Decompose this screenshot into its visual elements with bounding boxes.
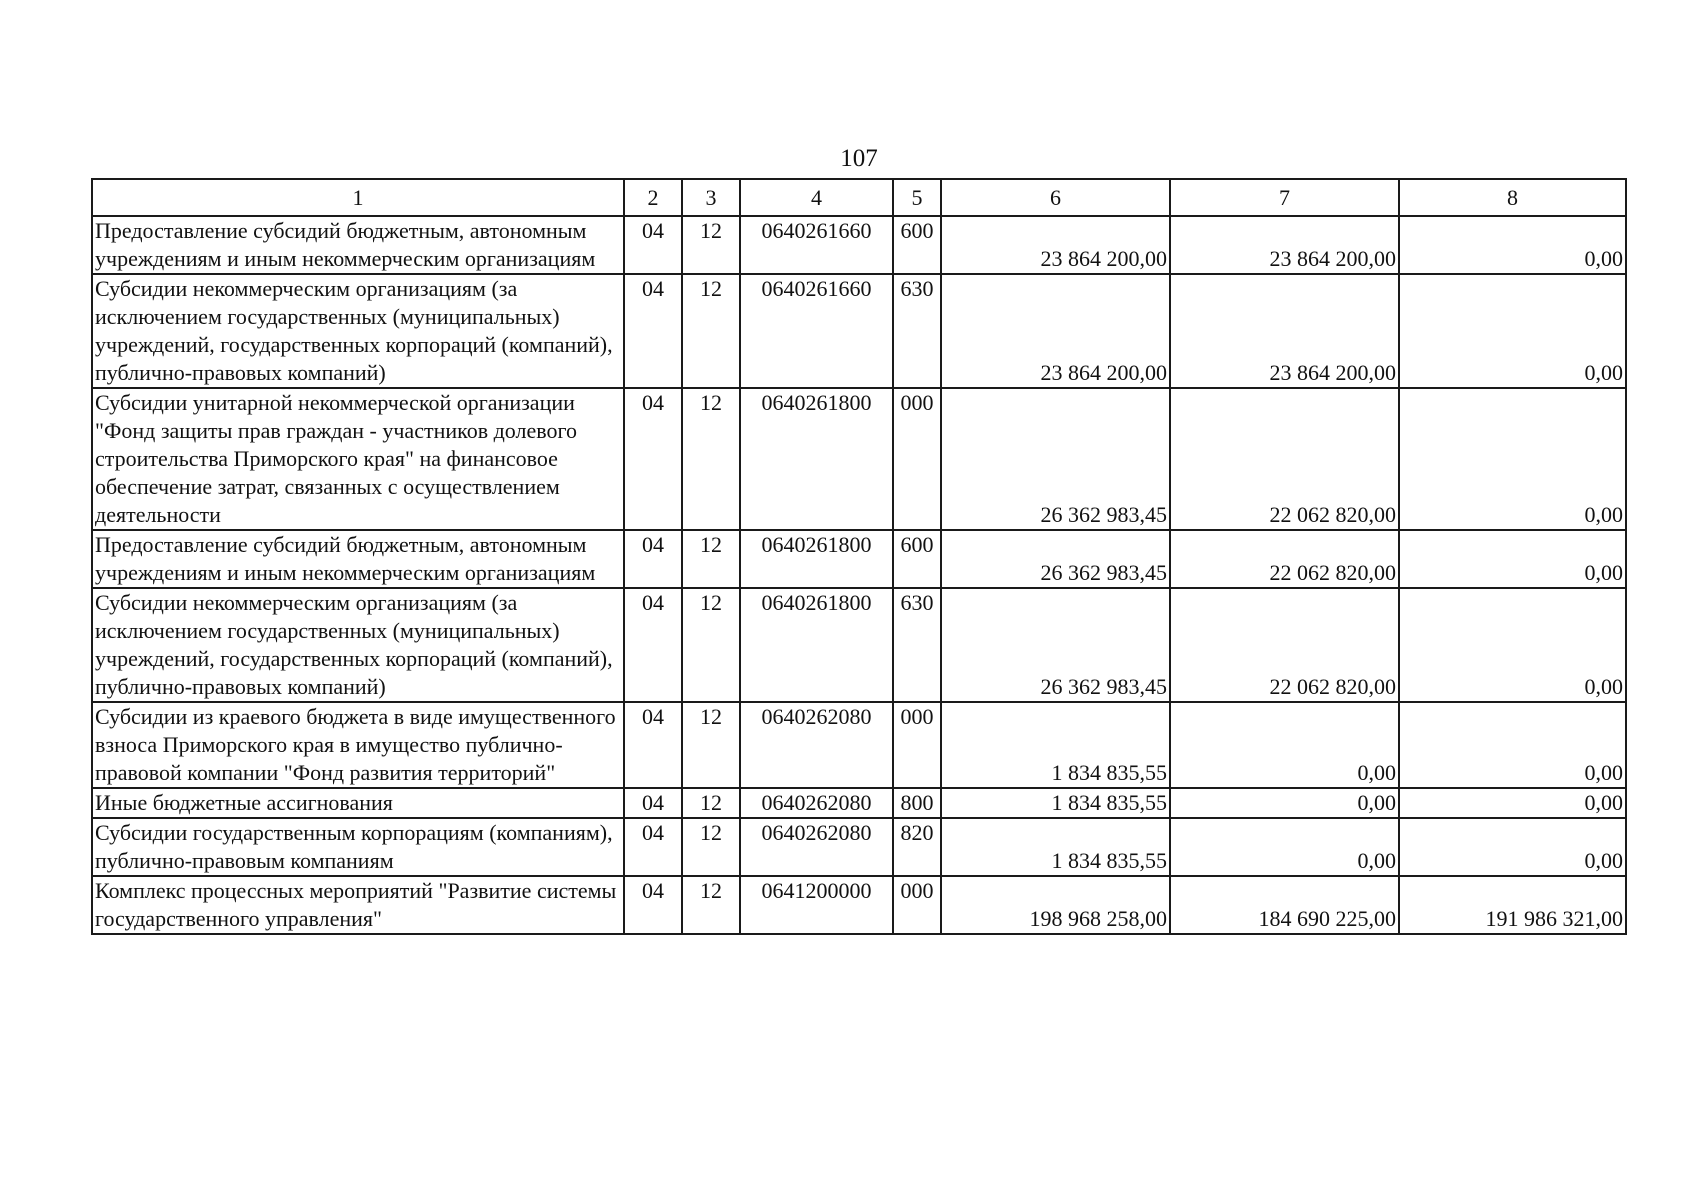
amount-col8-cell: 0,00	[1399, 588, 1626, 702]
amount-col8-cell: 0,00	[1399, 818, 1626, 876]
amount-col7-cell: 22 062 820,00	[1170, 588, 1399, 702]
amount-col6-cell: 23 864 200,00	[941, 274, 1170, 388]
row-name-cell: Субсидии некоммерческим организациям (за исключением государственных (муниципальных) учреждений, государственных корпораций (компаний), публично-правовых компаний)	[92, 588, 624, 702]
section-code-cell: 04	[624, 530, 682, 588]
amount-col7-cell: 184 690 225,00	[1170, 876, 1399, 934]
subsection-code-cell: 12	[682, 216, 740, 274]
amount-col7-cell: 0,00	[1170, 788, 1399, 818]
target-article-cell: 0640261660	[740, 216, 893, 274]
expense-type-cell: 600	[893, 216, 941, 274]
subsection-code-cell: 12	[682, 588, 740, 702]
target-article-cell: 0641200000	[740, 876, 893, 934]
section-code-cell: 04	[624, 702, 682, 788]
amount-col6-cell: 26 362 983,45	[941, 530, 1170, 588]
column-header: 7	[1170, 179, 1399, 216]
target-article-cell: 0640261800	[740, 388, 893, 530]
row-name-cell: Предоставление субсидий бюджетным, автономным учреждениям и иным некоммерческим организациям	[92, 216, 624, 274]
amount-col6-cell: 26 362 983,45	[941, 388, 1170, 530]
amount-col8-cell: 0,00	[1399, 388, 1626, 530]
amount-col7-cell: 22 062 820,00	[1170, 388, 1399, 530]
column-header: 5	[893, 179, 941, 216]
amount-col7-cell: 22 062 820,00	[1170, 530, 1399, 588]
amount-col7-cell: 23 864 200,00	[1170, 274, 1399, 388]
column-header: 3	[682, 179, 740, 216]
section-code-cell: 04	[624, 818, 682, 876]
amount-col6-cell: 1 834 835,55	[941, 818, 1170, 876]
expense-type-cell: 000	[893, 702, 941, 788]
expense-type-cell: 800	[893, 788, 941, 818]
row-name-cell: Предоставление субсидий бюджетным, автономным учреждениям и иным некоммерческим организациям	[92, 530, 624, 588]
row-name-cell: Субсидии некоммерческим организациям (за исключением государственных (муниципальных) учреждений, государственных корпораций (компаний), публично-правовых компаний)	[92, 274, 624, 388]
subsection-code-cell: 12	[682, 702, 740, 788]
row-name-cell: Комплекс процессных мероприятий "Развитие системы государственного управления"	[92, 876, 624, 934]
table-row	[92, 388, 1626, 530]
table-row	[92, 818, 1626, 876]
target-article-cell: 0640261800	[740, 530, 893, 588]
row-name-cell: Субсидии из краевого бюджета в виде имущественного взноса Приморского края в имущество публично-правовой компании "Фонд развития территорий"	[92, 702, 624, 788]
column-header: 4	[740, 179, 893, 216]
expense-type-cell: 630	[893, 588, 941, 702]
page-number: 107	[840, 145, 878, 172]
target-article-cell: 0640261660	[740, 274, 893, 388]
target-article-cell: 0640262080	[740, 788, 893, 818]
column-header: 1	[92, 179, 624, 216]
table-header-row	[92, 179, 1626, 216]
subsection-code-cell: 12	[682, 818, 740, 876]
table-row	[92, 702, 1626, 788]
table-row	[92, 216, 1626, 274]
subsection-code-cell: 12	[682, 788, 740, 818]
row-name-cell: Субсидии государственным корпорациям (компаниям), публично-правовым компаниям	[92, 818, 624, 876]
section-code-cell: 04	[624, 876, 682, 934]
amount-col7-cell: 23 864 200,00	[1170, 216, 1399, 274]
amount-col7-cell: 0,00	[1170, 818, 1399, 876]
subsection-code-cell: 12	[682, 876, 740, 934]
column-header: 2	[624, 179, 682, 216]
section-code-cell: 04	[624, 588, 682, 702]
section-code-cell: 04	[624, 388, 682, 530]
row-name-cell: Субсидии унитарной некоммерческой организации "Фонд защиты прав граждан - участников долевого строительства Приморского края" на финансовое обеспечение затрат, связанных с осуществлением деятельности	[92, 388, 624, 530]
target-article-cell: 0640262080	[740, 818, 893, 876]
amount-col8-cell: 0,00	[1399, 530, 1626, 588]
section-code-cell: 04	[624, 216, 682, 274]
subsection-code-cell: 12	[682, 530, 740, 588]
table-row	[92, 788, 1626, 818]
expense-type-cell: 600	[893, 530, 941, 588]
expense-type-cell: 000	[893, 876, 941, 934]
amount-col8-cell: 0,00	[1399, 274, 1626, 388]
table-row	[92, 530, 1626, 588]
amount-col6-cell: 198 968 258,00	[941, 876, 1170, 934]
section-code-cell: 04	[624, 788, 682, 818]
amount-col8-cell: 0,00	[1399, 216, 1626, 274]
subsection-code-cell: 12	[682, 388, 740, 530]
amount-col6-cell: 23 864 200,00	[941, 216, 1170, 274]
column-header: 8	[1399, 179, 1626, 216]
table-row	[92, 274, 1626, 388]
amount-col8-cell: 0,00	[1399, 788, 1626, 818]
column-header: 6	[941, 179, 1170, 216]
amount-col7-cell: 0,00	[1170, 702, 1399, 788]
subsection-code-cell: 12	[682, 274, 740, 388]
row-name-cell: Иные бюджетные ассигнования	[92, 788, 624, 818]
amount-col8-cell: 191 986 321,00	[1399, 876, 1626, 934]
target-article-cell: 0640261800	[740, 588, 893, 702]
target-article-cell: 0640262080	[740, 702, 893, 788]
amount-col6-cell: 26 362 983,45	[941, 588, 1170, 702]
amount-col8-cell: 0,00	[1399, 702, 1626, 788]
amount-col6-cell: 1 834 835,55	[941, 788, 1170, 818]
budget-table	[91, 178, 1627, 935]
expense-type-cell: 630	[893, 274, 941, 388]
expense-type-cell: 820	[893, 818, 941, 876]
table-row	[92, 588, 1626, 702]
amount-col6-cell: 1 834 835,55	[941, 702, 1170, 788]
section-code-cell: 04	[624, 274, 682, 388]
expense-type-cell: 000	[893, 388, 941, 530]
table-row	[92, 876, 1626, 934]
